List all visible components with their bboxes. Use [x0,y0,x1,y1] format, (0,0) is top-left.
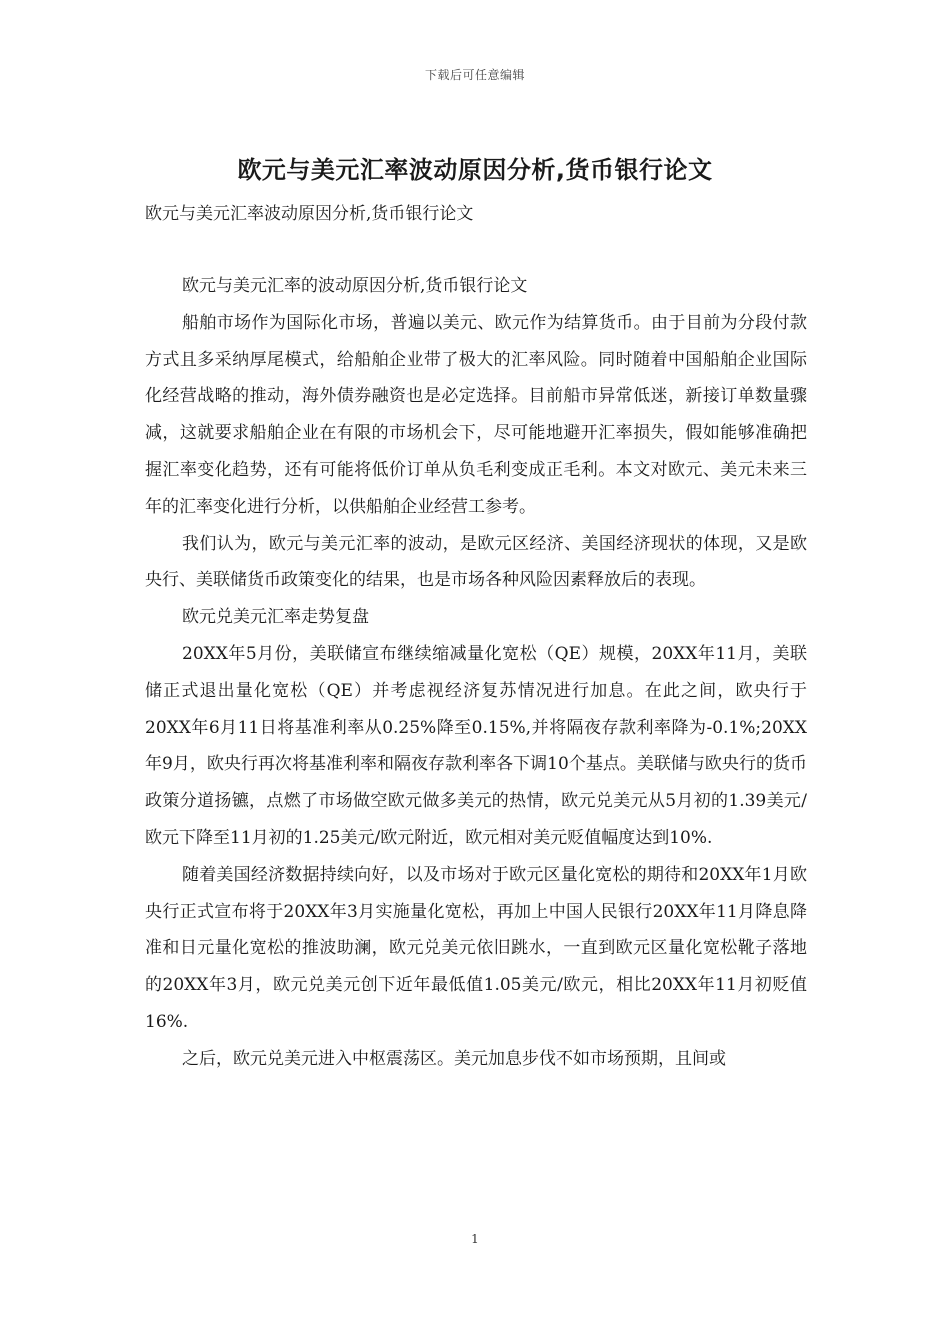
document-body [145,268,807,1078]
paragraph: 之后，欧元兑美元进入中枢震荡区。美元加息步伐不如市场预期，且间或 [182,1048,726,1069]
paragraph: 船舶市场作为国际化市场，普遍以美元、欧元作为结算货币。由于目前为分段付款方式且多采纳厚尾模式，给船舶企业带了极大的汇率风险。同时随着中国船舶企业国际化经营战略的推动，海外债券融资也是必定选择。目前船市异常低迷，新接订单数量骤减，这就要求船舶企业在有限的市场机会下，尽可能地避开汇率损失，假如能够准确把握汇率变化趋势，还有可能将低价订单从负毛利变成正毛利。本文对欧元、美元未来三年的汇率变化进行分析，以供船舶企业经营工参考。 [145,312,807,517]
page-number: 1 [471,1232,479,1246]
section-heading: 欧元兑美元汇率走势复盘 [182,607,369,628]
document-subtitle: 欧元与美元汇率波动原因分析,货币银行论文 [145,204,474,224]
paragraph: 20XX年5月份，美联储宣布继续缩减量化宽松（QE）规模，20XX年11月，美联储正式退出量化宽松（QE）并考虑视经济复苏情况进行加息。在此之间，欧央行于20XX年6月11日将基准利率从0.25%降至0.15%,并将隔夜存款利率降为-0.1%;20XX年9月，欧央行再次将基准利率和隔夜存款利率各下调10个基点。美联储与欧央行的货币政策分道扬镳，点燃了市场做空欧元做多美元的热情，欧元兑美元从5月初的1.39美元/欧元下降至11月初的1.25美元/欧元附近，欧元相对美元贬值幅度达到10%. [145,643,807,848]
document-title: 欧元与美元汇率波动原因分析,货币银行论文 [237,156,713,184]
paragraph-heading: 欧元与美元汇率的波动原因分析,货币银行论文 [182,276,528,296]
paragraph: 随着美国经济数据持续向好，以及市场对于欧元区量化宽松的期待和20XX年1月欧央行正式宣布将于20XX年3月实施量化宽松，再加上中国人民银行20XX年11月降息降准和日元量化宽松的推波助澜，欧元兑美元依旧跳水，一直到欧元区量化宽松靴子落地的20XX年3月，欧元兑美元创下近年最低值1.05美元/欧元，相比20XX年11月初贬值16%. [145,864,807,1032]
header-note: 下载后可任意编辑 [424,68,525,82]
paragraph: 我们认为，欧元与美元汇率的波动，是欧元区经济、美国经济现状的体现，又是欧央行、美联储货币政策变化的结果，也是市场各种风险因素释放后的表现。 [145,533,807,591]
